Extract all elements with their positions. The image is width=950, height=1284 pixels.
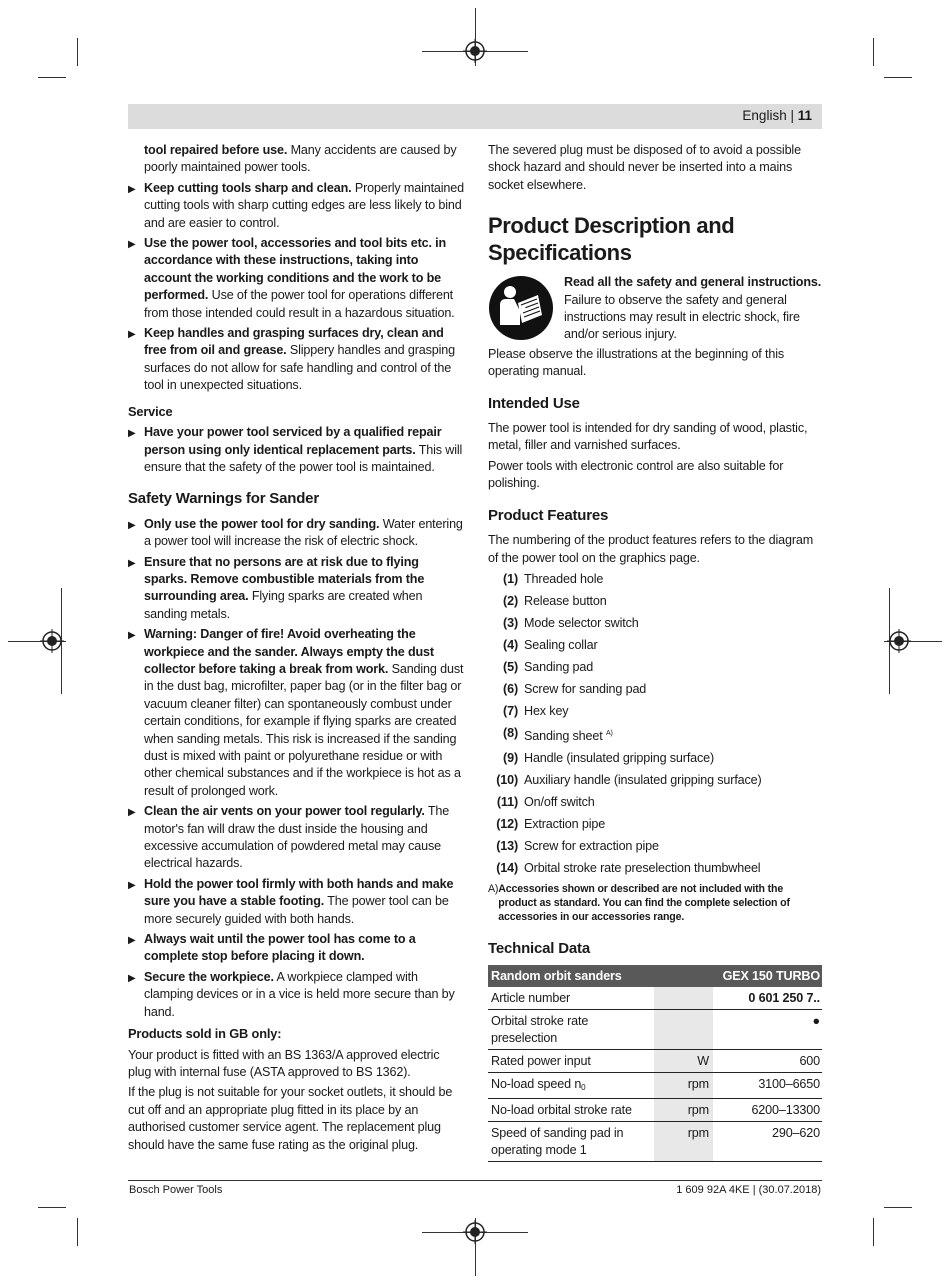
read-manual-icon: [488, 275, 554, 341]
right-column: [488, 142, 822, 1162]
footer-brand: Bosch Power Tools: [129, 1184, 223, 1196]
feature-item: (5) Sanding pad: [503, 659, 594, 674]
table-row: Orbital stroke rate preselection ●: [488, 1010, 822, 1050]
read-instructions-block: [488, 274, 822, 344]
bullet-item: ▶ Always wait until the power tool has come to a complete stop before placing it down.: [128, 932, 416, 964]
gb-paragraph: Your product is fitted with an BS 1363/A approved electric plug with internal fuse (ASTA approved to BS 1362).: [128, 1047, 440, 1079]
intended-use-heading: Intended Use: [488, 394, 580, 412]
features-intro: The numbering of the product features refers to the diagram of the power tool on the graphics page.: [488, 533, 814, 565]
page-header: [128, 104, 822, 129]
left-column: [128, 142, 464, 1157]
product-features-heading: Product Features: [488, 506, 609, 524]
bullet-triangle-icon: ▶: [128, 879, 136, 891]
crop-mark: [873, 38, 874, 66]
table-row: No-load speed $n_0$ rpm 3100–6650: [488, 1073, 822, 1099]
crop-mark: [38, 77, 66, 78]
registration-mark-icon: [887, 629, 911, 653]
bullet-triangle-icon: ▶: [128, 329, 136, 341]
bullet-triangle-icon: ▶: [128, 972, 136, 984]
crop-mark: [884, 1207, 912, 1208]
bullet-item: ▶ Secure the workpiece. A workpiece clamped with clamping devices or in a vice is held more secure than by hand.: [128, 969, 455, 1019]
feature-item: (14) Orbital stroke rate preselection thumbwheel: [496, 860, 761, 875]
crop-mark: [38, 1207, 66, 1208]
footer-doc-number: 1 609 92A 4KE | (30.07.2018): [676, 1184, 821, 1196]
bullet-item: ▶ Keep handles and grasping surfaces dry, clean and free from oil and grease. Slippery handles and grasping surfaces do not allow for safe handling and control of the tool in unexpected situations.: [128, 326, 455, 393]
feature-item: (2) Release button: [503, 593, 607, 608]
bullet-text: Many accidents are caused by poorly maintained power tools.: [144, 143, 457, 175]
severed-plug-paragraph: The severed plug must be disposed of to avoid a possible shock hazard and should never be inserted into a mains socket elsewhere.: [488, 143, 801, 192]
bullet-triangle-icon: ▶: [128, 557, 136, 569]
feature-item: (12) Extraction pipe: [496, 816, 606, 831]
bullet-triangle-icon: ▶: [128, 428, 136, 440]
read-instructions-text: Failure to observe the safety and general instructions may result in electric shock, fire and/or serious injury.: [564, 292, 800, 342]
table-header-row: Random orbit sanders GEX 150 TURBO: [488, 965, 822, 987]
bullet-item: ▶ Clean the air vents on your power tool regularly. The motor's fan will draw the dust inside the housing and excessive accumulation of powdered metal may cause electrical hazards.: [128, 804, 450, 871]
sander-safety-heading: Safety Warnings for Sander: [128, 490, 319, 508]
intended-use-paragraph: Power tools with electronic control are also suitable for polishing.: [488, 458, 784, 491]
bullet-item: ▶ Hold the power tool firmly with both hands and make sure you have a stable footing. The power tool can be more securely guided with both hands.: [128, 876, 454, 926]
table-row: No-load orbital stroke rate rpm 6200–13300: [488, 1099, 822, 1122]
feature-item: (4) Sealing collar: [503, 637, 598, 652]
registration-mark-icon: [40, 629, 64, 653]
gb-paragraph: If the plug is not suitable for your socket outlets, it should be cut off and an appropriate plug fitted in its place by an authorised customer service agent. The replacement plug should have the same fuse rating as the original plug.: [128, 1085, 453, 1152]
feature-item: (3) Mode selector switch: [503, 615, 639, 630]
bullet-item: ▶ Have your power tool serviced by a qualified repair person using only identical replacement parts. This will ensure that the safety of the power tool is maintained.: [128, 425, 463, 474]
accessories-footnote: A) Accessories shown or described are not included with the product as standard. You can find the complete selection of accessories in our accessories range.: [488, 882, 790, 923]
bullet-item: ▶ Ensure that no persons are at risk due to flying sparks. Remove combustible materials from the surrounding area. Flying sparks are created when sanding metals.: [128, 554, 425, 621]
bullet-triangle-icon: ▶: [128, 630, 136, 642]
bullet-bold: tool repaired before use.: [144, 143, 288, 157]
header-language: English: [742, 108, 787, 123]
feature-item: (7) Hex key: [503, 703, 569, 718]
feature-item: (1) Threaded hole: [503, 571, 604, 586]
bullet-triangle-icon: ▶: [128, 239, 136, 251]
product-description-heading: Product Description and Specifications: [488, 213, 735, 266]
bullet-triangle-icon: ▶: [128, 183, 136, 195]
feature-item: (13) Screw for extraction pipe: [496, 838, 659, 853]
registration-mark-icon: [463, 1220, 487, 1244]
features-list: [488, 571, 822, 877]
bullet-triangle-icon: ▶: [128, 519, 136, 531]
crop-mark: [884, 77, 912, 78]
feature-item: (6) Screw for sanding pad: [503, 681, 647, 696]
feature-item: (11) On/off switch: [496, 794, 595, 809]
bullet-triangle-icon: ▶: [128, 935, 136, 947]
crop-mark: [77, 1218, 78, 1246]
bullet-item: ▶ Keep cutting tools sharp and clean. Properly maintained cutting tools with sharp cutting edges are less likely to bind and are easier to control.: [128, 180, 464, 230]
table-row: Article number 0 601 250 7..: [488, 987, 822, 1010]
footer-rule: [128, 1180, 822, 1181]
feature-item: (8) Sanding sheet $^{A)}$: [503, 725, 613, 743]
gb-heading: Products sold in GB only:: [128, 1026, 282, 1042]
continued-bullet: [128, 142, 464, 177]
technical-data-heading: Technical Data: [488, 939, 590, 957]
illustrations-paragraph: Please observe the illustrations at the beginning of this operating manual.: [488, 346, 784, 379]
table-row: Speed of sanding pad in operating mode 1 rpm 290–620: [488, 1122, 822, 1162]
table-row: Rated power input W 600: [488, 1050, 822, 1073]
crop-mark: [77, 38, 78, 66]
registration-mark-icon: [463, 39, 487, 63]
technical-data-table: [488, 965, 822, 1162]
bullet-item: ▶ Warning: Danger of fire! Avoid overheating the workpiece and the sander. Always empty the dust collector before taking a break from work. Sanding dust in the dust bag, microfilter, paper bag (or in the filter bag or vacuum cleaner filter) can spontaneously combust under certain conditions, for example if flying sparks are created when sanding metals. This risk is increased if the sanding dust is mixed with paint or polyurethane residue or with other chemical substances and if the workpiece is hot as a result of prolonged work.: [128, 627, 464, 798]
intended-use-paragraph: The power tool is intended for dry sanding of wood, plastic, metal, filler and varnished surfaces.: [488, 421, 808, 453]
feature-item: (9) Handle (insulated gripping surface): [503, 750, 715, 765]
feature-item: (10) Auxiliary handle (insulated gripping surface): [496, 772, 762, 787]
bullet-item: ▶ Only use the power tool for dry sanding. Water entering a power tool will increase the risk of electric shock.: [128, 516, 463, 549]
crop-mark: [873, 1218, 874, 1246]
bullet-item: ▶ Use the power tool, accessories and tool bits etc. in accordance with these instructions, taking into account the working conditions and the work to be performed. Use of the power tool for operations different from those intended could result in a hazardous situation.: [128, 236, 455, 320]
page-indicator: English | 11: [742, 108, 812, 123]
read-instructions-bold: Read all the safety and general instructions.: [564, 275, 822, 290]
bullet-triangle-icon: ▶: [128, 807, 136, 819]
service-heading: Service: [128, 403, 173, 419]
page-number: 11: [797, 108, 812, 123]
